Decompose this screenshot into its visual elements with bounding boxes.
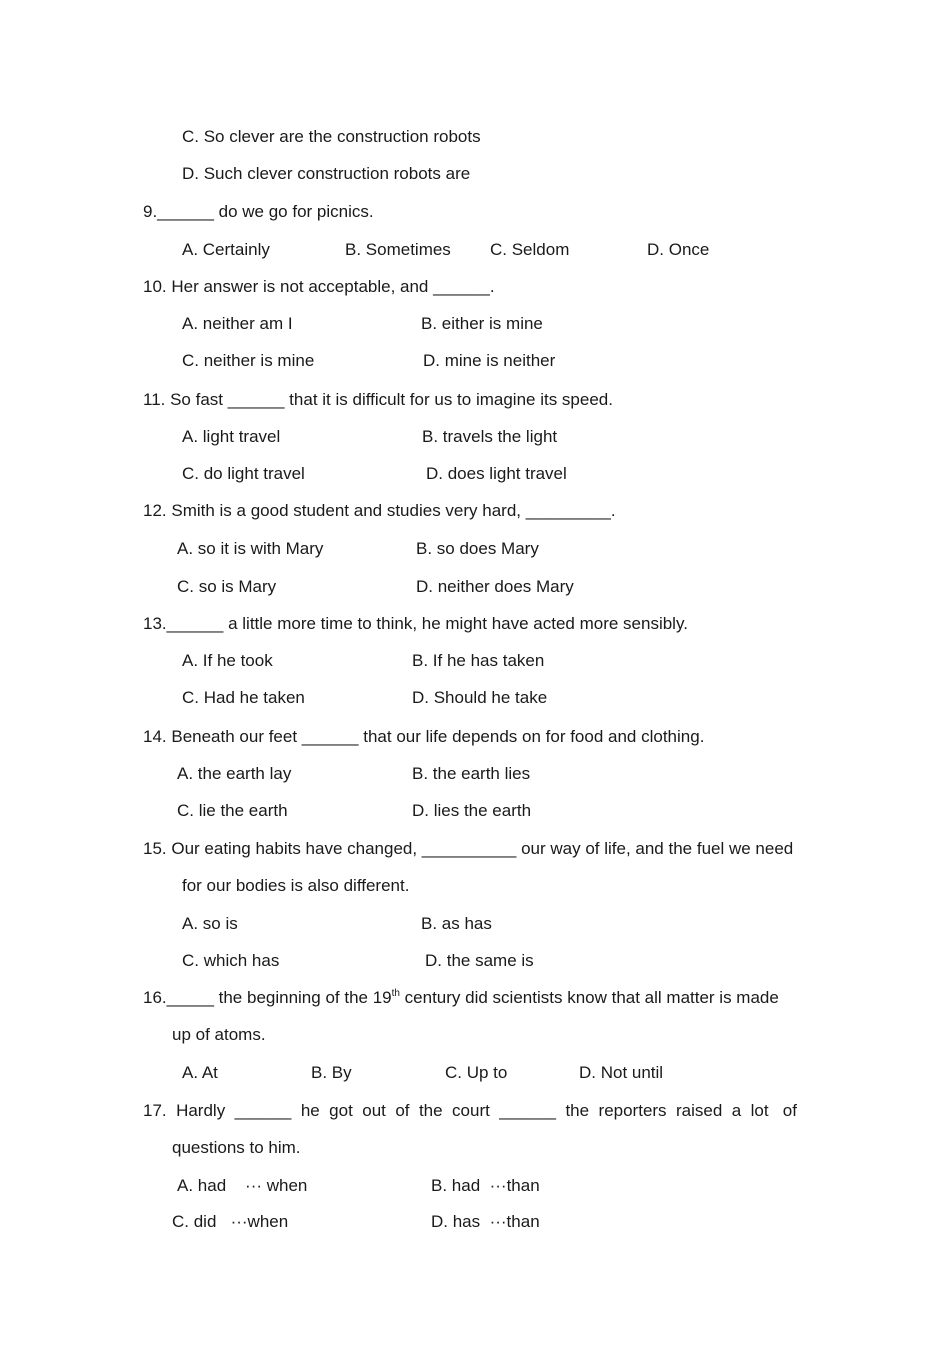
q13-option-b: B. If he has taken (412, 651, 545, 670)
q16-option-d: D. Not until (579, 1063, 664, 1082)
q8-option-d: D. Such clever construction robots are (182, 164, 471, 183)
q16-ordinal-superscript: th (391, 988, 400, 999)
q16-stem-part1: 16._____ the beginning of the 19 (143, 988, 392, 1007)
q11-option-d: D. does light travel (426, 464, 567, 483)
q9-option-c: C. Seldom (490, 240, 570, 259)
q15-option-a: A. so is (182, 914, 238, 933)
q16-stem-line2: up of atoms. (172, 1025, 266, 1044)
q9-option-d: D. Once (647, 240, 710, 259)
q17-option-a: A. had ··· when (177, 1176, 308, 1195)
q14-option-b: B. the earth lies (412, 764, 531, 783)
q16-stem-part2: century did scientists know that all matter is made (399, 988, 779, 1007)
q15-option-b: B. as has (421, 914, 492, 933)
q17-option-b: B. had ···than (431, 1176, 540, 1195)
q13-option-a: A. If he took (182, 651, 273, 670)
q13-option-c: C. Had he taken (182, 688, 305, 707)
q16-option-b: B. By (311, 1063, 352, 1082)
q14-stem: 14. Beneath our feet ______ that our life depends on for food and clothing. (143, 727, 705, 746)
q14-option-a: A. the earth lay (177, 764, 292, 783)
q10-option-c: C. neither is mine (182, 351, 315, 370)
q12-option-b: B. so does Mary (416, 539, 539, 558)
q15-option-d: D. the same is (425, 951, 534, 970)
q17-option-c: C. did ···when (172, 1212, 289, 1231)
q17-option-d: D. has ···than (431, 1212, 540, 1231)
q16-stem-line1 (143, 988, 779, 1008)
q15-stem-line2: for our bodies is also different. (182, 876, 410, 895)
q12-option-d: D. neither does Mary (416, 577, 574, 596)
q10-option-d: D. mine is neither (423, 351, 556, 370)
q11-stem: 11. So fast ______ that it is difficult for us to imagine its speed. (143, 390, 613, 409)
q13-stem: 13.______ a little more time to think, he might have acted more sensibly. (143, 614, 688, 633)
q10-stem: 10. Her answer is not acceptable, and ______. (143, 277, 495, 296)
q16-option-a: A. At (182, 1063, 218, 1082)
q15-stem-line1: 15. Our eating habits have changed, __________ our way of life, and the fuel we need (143, 839, 794, 858)
q11-option-b: B. travels the light (422, 427, 558, 446)
q12-stem: 12. Smith is a good student and studies very hard, _________. (143, 501, 616, 520)
q11-option-c: C. do light travel (182, 464, 305, 483)
q17-stem-line1: 17. Hardly ______ he got out of the court ______ the reporters raised a lot of (143, 1101, 797, 1120)
q14-option-d: D. lies the earth (412, 801, 532, 820)
q17-stem-line2: questions to him. (172, 1138, 301, 1157)
q11-option-a: A. light travel (182, 427, 281, 446)
q8-option-c: C. So clever are the construction robots (182, 127, 481, 146)
q12-option-c: C. so is Mary (177, 577, 277, 596)
q13-option-d: D. Should he take (412, 688, 548, 707)
q14-option-c: C. lie the earth (177, 801, 288, 820)
q15-option-c: C. which has (182, 951, 280, 970)
q9-stem: 9.______ do we go for picnics. (143, 202, 374, 221)
q9-option-a: A. Certainly (182, 240, 270, 259)
q12-option-a: A. so it is with Mary (177, 539, 324, 558)
q10-option-a: A. neither am I (182, 314, 293, 333)
q16-option-c: C. Up to (445, 1063, 508, 1082)
q10-option-b: B. either is mine (421, 314, 543, 333)
q9-option-b: B. Sometimes (345, 240, 451, 259)
